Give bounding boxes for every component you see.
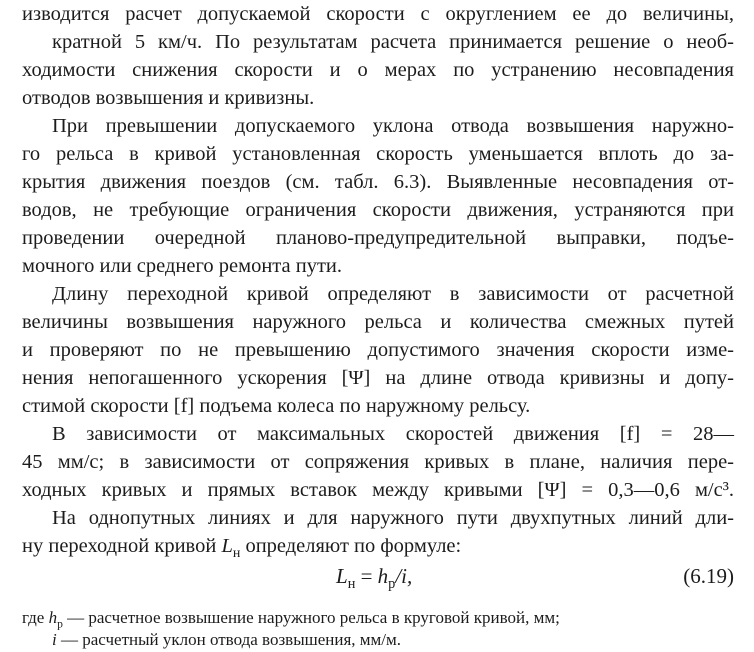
- formula-lhs-sub: н: [347, 576, 356, 593]
- where-line-2: [52, 628, 401, 652]
- text-line-20: ну переходной кривой $L_н$ определяют по формуле:: [22, 535, 462, 562]
- formula-rhs-sub: р: [388, 576, 396, 593]
- text-line-13: и проверяют по не превышению допустимого значения скорости изме-: [22, 339, 734, 361]
- text-line-6: го рельса в кривой установленная скорость уменьшается вплоть до за-: [22, 143, 734, 165]
- text-line-17: 45 мм/с; в зависимости от сопряжения кривых в плане, наличия пере-: [22, 451, 734, 473]
- text-line-11: Длину переходной кривой определяют в зависимости от расчетной: [52, 283, 734, 305]
- text-line-4: отводов возвышения и кривизны.: [22, 87, 315, 109]
- formula-eq: =: [355, 564, 378, 588]
- equation-number: (6.19): [683, 564, 734, 588]
- text-line-3: ходимости снижения скорости и о мерах по устранению несовпадения: [22, 59, 734, 81]
- where-symbol-2: i: [52, 630, 57, 649]
- where-definition-2: — расчетный уклон отвода возвышения, мм/м.: [56, 630, 402, 649]
- text-line-16: В зависимости от максимальных скоростей движения [f] = 28—: [52, 423, 734, 445]
- text-line-9: проведении очередной планово-предупредительной выправки, подъе-: [22, 227, 734, 249]
- text-line-5: При превышении допускаемого уклона отвода возвышения наружно-: [52, 115, 734, 137]
- formula-rhs: h: [377, 564, 389, 588]
- text-line-14: нения непогашенного ускорения [Ψ] на длине отвода кривизны и допу-: [22, 367, 734, 389]
- text-line-7: крытия движения поездов (см. табл. 6.3). Выявленные несовпадения от-: [22, 171, 734, 193]
- where-line-1: [22, 606, 560, 630]
- formula-expression: [336, 560, 412, 592]
- formula-tail: /i,: [395, 564, 413, 588]
- text-line-10: мочного или среднего ремонта пути.: [22, 255, 342, 277]
- where-symbol-1: h: [48, 608, 58, 627]
- formula-row: [0, 560, 754, 592]
- where-lead: где: [22, 608, 49, 627]
- text-line-18: ходных кривых и прямых вставок между кривыми [Ψ] = 0,3—0,6 м/с³.: [22, 479, 734, 501]
- text-line-15: стимой скорости [f] подъема колеса по наружному рельсу.: [22, 395, 531, 417]
- where-symbol-1-sub: р: [57, 617, 63, 631]
- text-line-1: изводится расчет допускаемой скорости с округлением ее до величины,: [22, 3, 734, 25]
- where-definition-1: — расчетное возвышение наружного рельса в круговой кривой, мм;: [62, 608, 560, 627]
- text-line-2: кратной 5 км/ч. По результатам расчета принимается решение о необ-: [52, 31, 734, 53]
- text-line-8: водов, не требующие ограничения скорости движения, устраняются при: [22, 199, 734, 221]
- formula-lhs: L: [336, 564, 348, 588]
- text-line-12: величины возвышения наружного рельса и количества смежных путей: [22, 311, 734, 333]
- text-line-19: На однопутных линиях и для наружного пути двухпутных линий дли-: [52, 507, 734, 529]
